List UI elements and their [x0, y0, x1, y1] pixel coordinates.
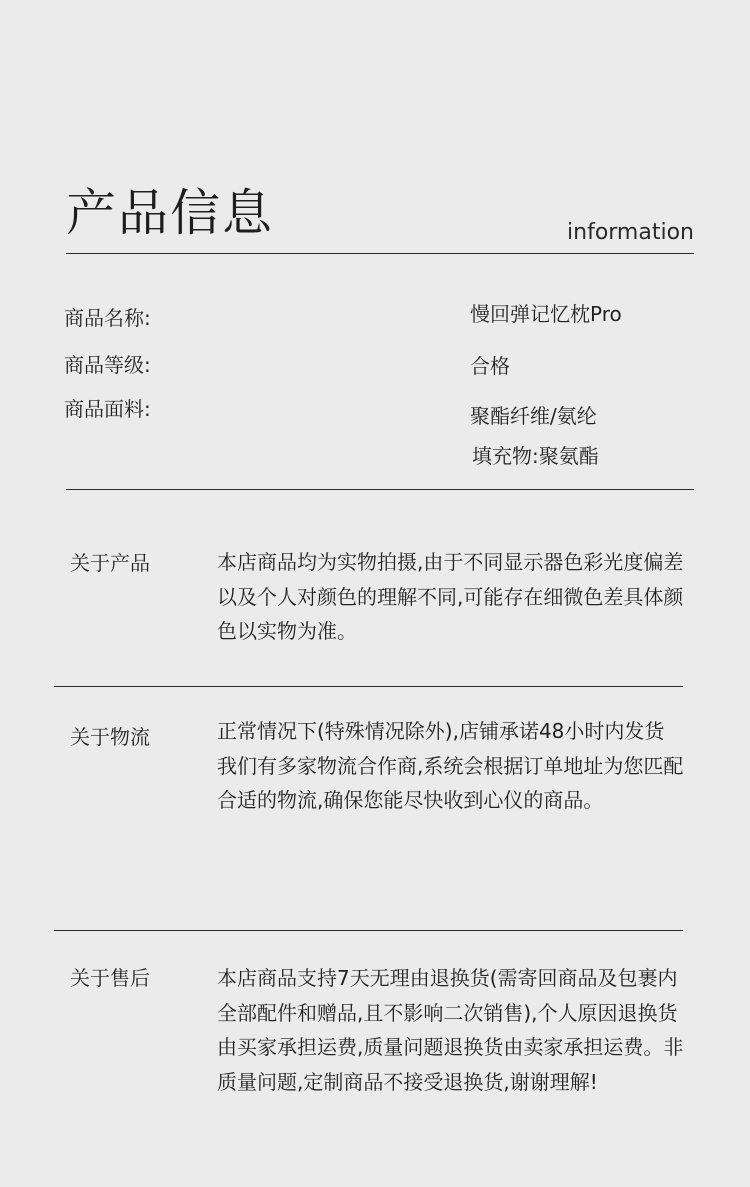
- paragraph: 我们有多家物流合作商,系统会根据订单地址为您匹配合适的物流,确保您能尽快收到心仪的商品。: [217, 753, 684, 812]
- paragraph: 本店商品支持7天无理由退换货(需寄回商品及包裹内全部配件和赠品,且不影响二次销售),个人原因退换货由买家承担运费,质量问题退换货由卖家承担运费。非质量问题,定制商品不接受退换货,谢谢理解!: [217, 966, 684, 1094]
- info-divider: [66, 489, 694, 490]
- fabric-value: 聚酯纤维/氨纶: [470, 404, 597, 428]
- section-body-logistics: [217, 714, 692, 818]
- section-body-aftersale: [217, 961, 692, 1099]
- section-title-product: 关于产品: [70, 551, 150, 575]
- grade-label: 商品等级:: [64, 353, 151, 377]
- section-body-product: [217, 545, 692, 649]
- header-divider: [66, 253, 694, 254]
- section-divider-2: [54, 930, 683, 931]
- page-title: 产品信息: [66, 184, 274, 242]
- paragraph: 正常情况下(特殊情况除外),店铺承诺48小时内发货: [217, 719, 665, 743]
- name-label: 商品名称:: [64, 306, 151, 330]
- section-title-aftersale: 关于售后: [70, 966, 150, 990]
- section-divider-1: [54, 686, 683, 687]
- filling-value: 填充物:聚氨酯: [472, 444, 599, 468]
- page-subtitle: information: [567, 220, 694, 245]
- section-title-logistics: 关于物流: [70, 725, 150, 749]
- grade-value: 合格: [470, 354, 510, 378]
- name-value: 慢回弹记忆枕Pro: [470, 302, 622, 326]
- fabric-label: 商品面料:: [64, 397, 151, 421]
- paragraph: 本店商品均为实物拍摄,由于不同显示器色彩光度偏差以及个人对颜色的理解不同,可能存在细微色差具体颜色以实物为准。: [217, 550, 684, 643]
